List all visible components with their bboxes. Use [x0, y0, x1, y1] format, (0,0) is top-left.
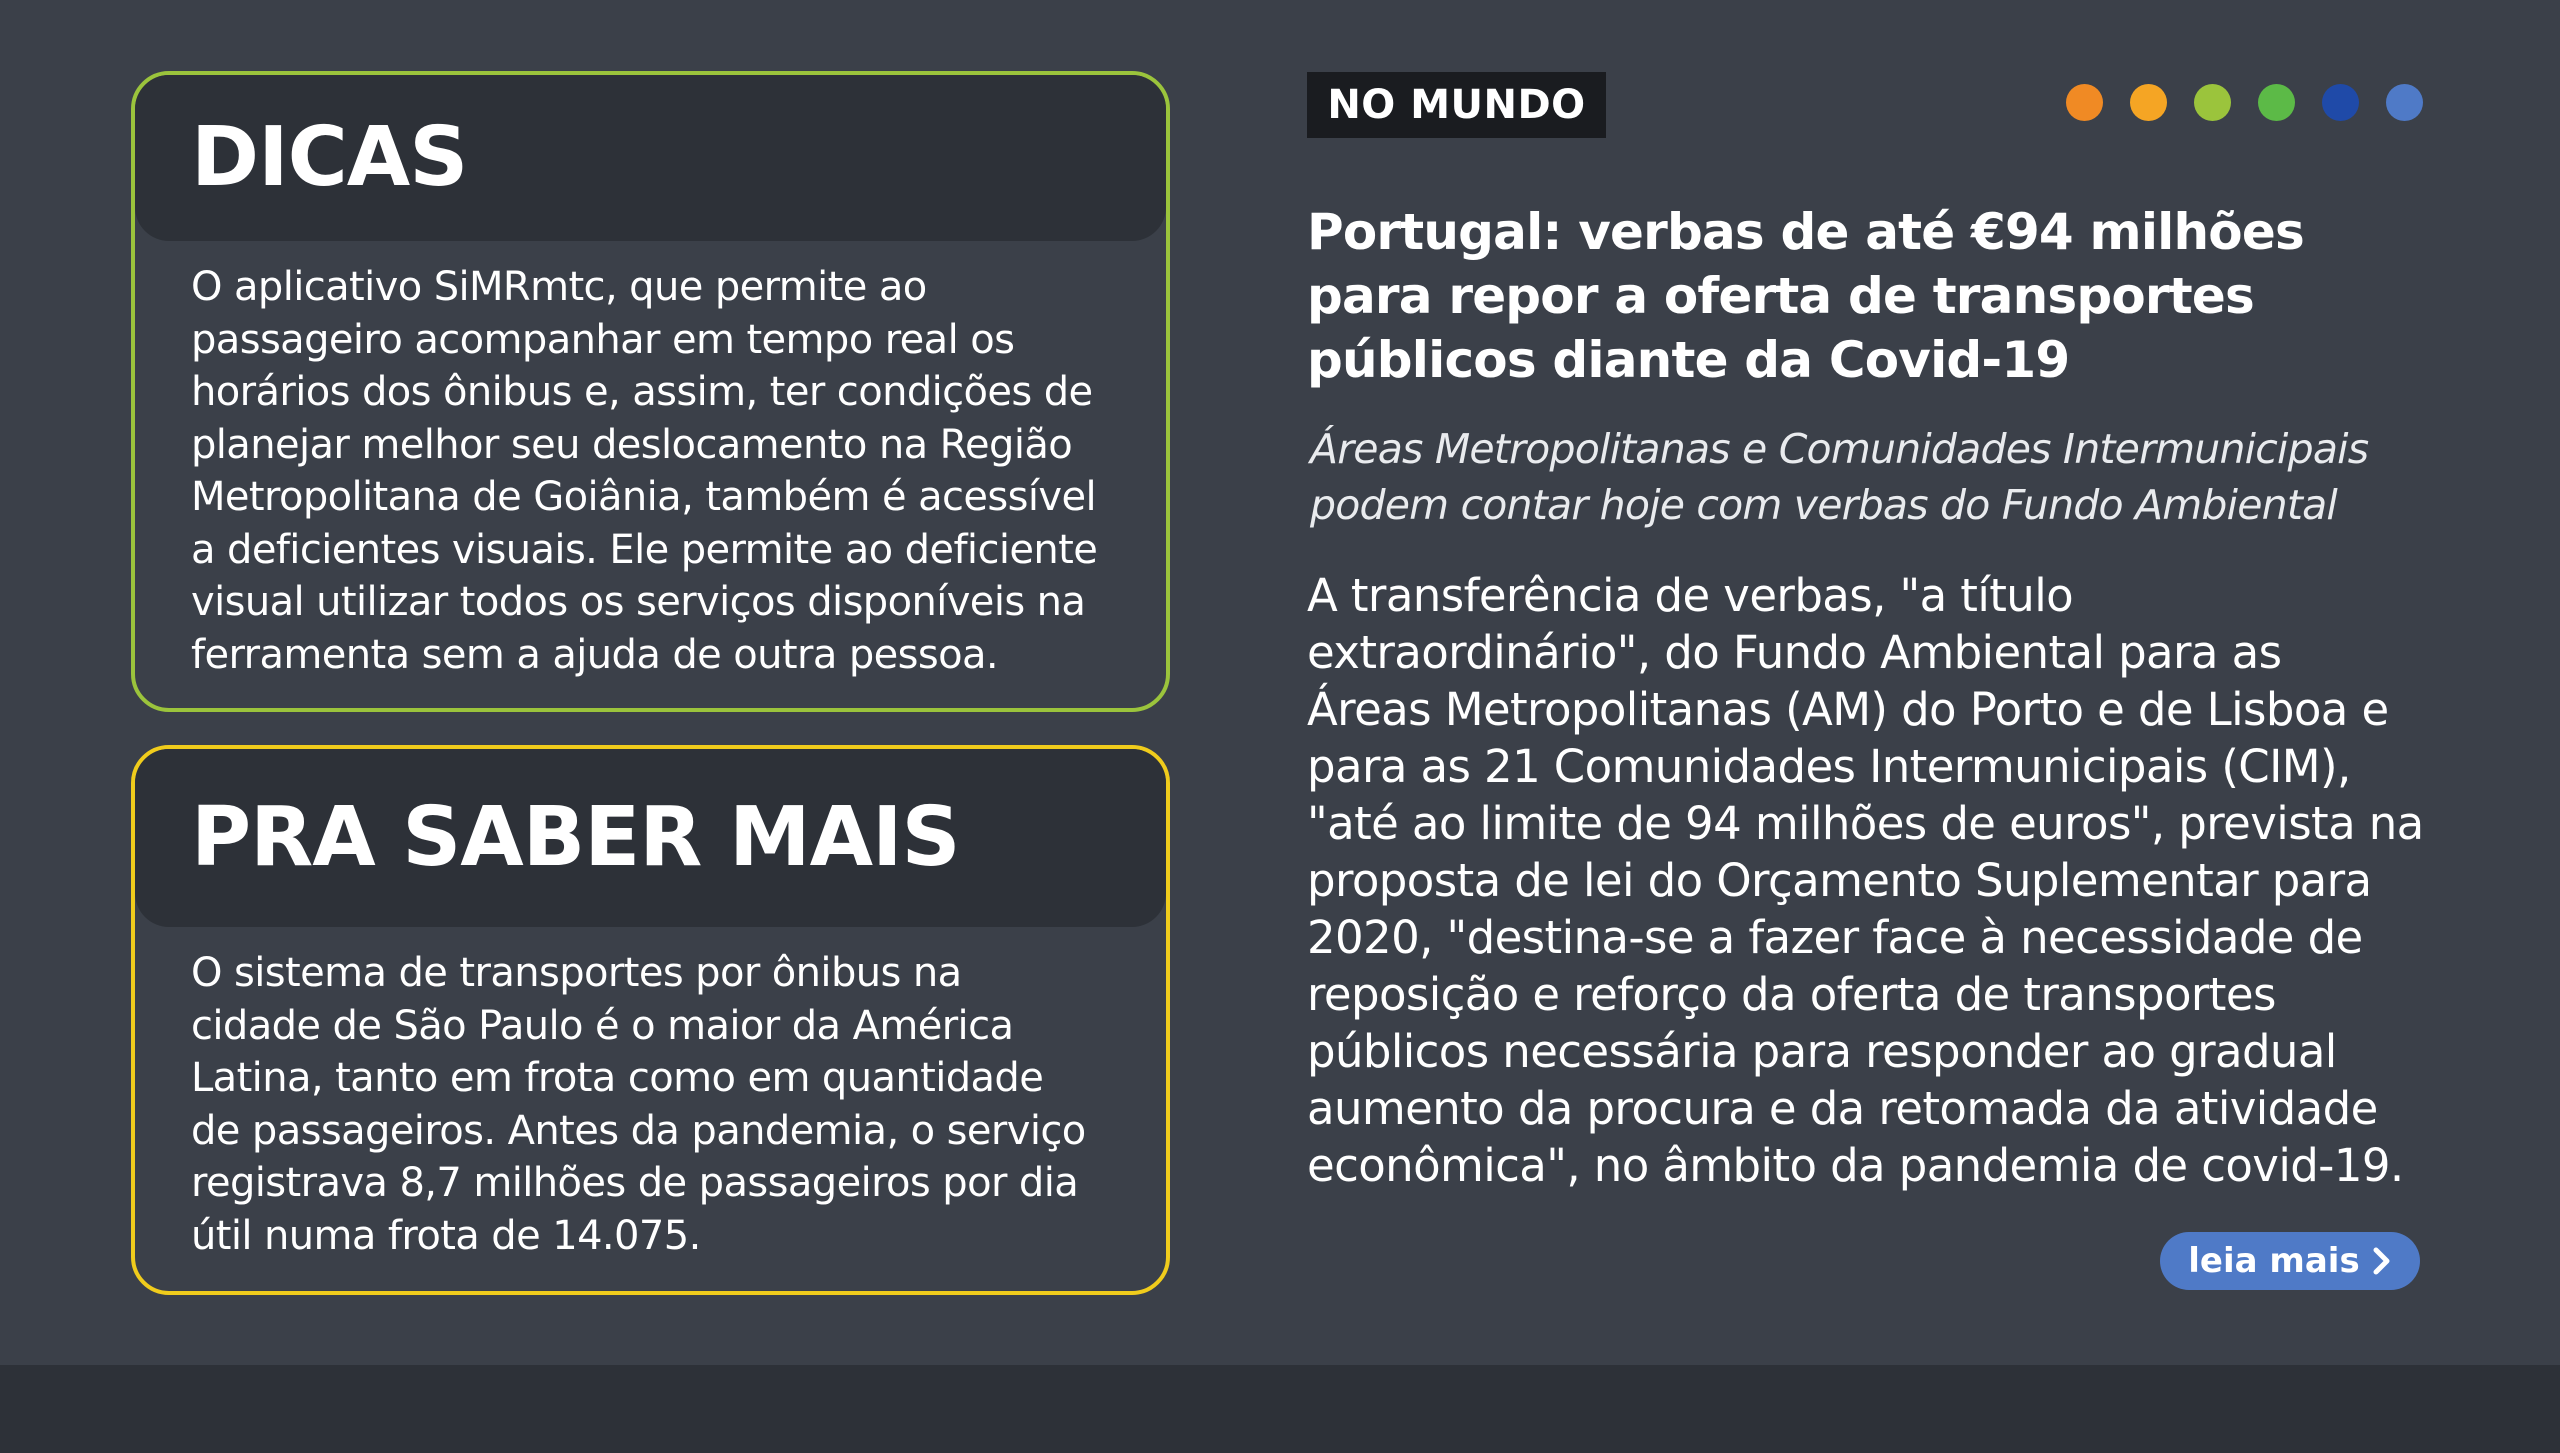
- section-tag: NO MUNDO: [1307, 72, 1606, 138]
- body-line: 2020, "destina-se a fazer face à necessidade de: [1307, 911, 2363, 964]
- headline-line: Portugal: verbas de até €94 milhões: [1307, 203, 2304, 261]
- subtitle-line: Áreas Metropolitanas e Comunidades Intermunicipais: [1310, 425, 2369, 473]
- tips-line: ferramenta sem a ajuda de outra pessoa.: [191, 631, 999, 678]
- dot-icon: [2194, 84, 2231, 121]
- learn-more-line: cidade de São Paulo é o maior da América: [191, 1002, 1014, 1049]
- body-line: reposição e reforço da oferta de transportes: [1307, 968, 2276, 1021]
- learn-more-line: Latina, tanto em frota como em quantidade: [191, 1055, 1044, 1101]
- dot-icon: [2258, 84, 2295, 121]
- news-headline: [1307, 200, 2457, 392]
- learn-more-line: útil numa frota de 14.075.: [191, 1212, 701, 1259]
- body-line: A transferência de verbas, "a título: [1307, 569, 2074, 622]
- dot-icon: [2066, 84, 2103, 121]
- learn-more-line: O sistema de transportes por ônibus na: [191, 950, 962, 996]
- learn-more-line: registrava 8,7 milhões de passageiros por dia: [191, 1160, 1079, 1206]
- tips-line: passageiro acompanhar em tempo real os: [191, 316, 1015, 363]
- tips-line: horários dos ônibus e, assim, ter condições de: [191, 369, 1093, 415]
- news-subtitle: [1310, 421, 2460, 533]
- headline-line: públicos diante da Covid-19: [1307, 331, 2070, 389]
- footer-band: [0, 1365, 2560, 1453]
- headline-line: para repor a oferta de transportes: [1307, 267, 2254, 325]
- tips-line: a deficientes visuais. Ele permite ao deficiente: [191, 526, 1098, 573]
- body-line: proposta de lei do Orçamento Suplementar para: [1307, 854, 2372, 907]
- chevron-right-icon: [2372, 1247, 2392, 1275]
- body-line: públicos necessária para responder ao gradual: [1307, 1025, 2337, 1078]
- read-more-button[interactable]: [2160, 1232, 2420, 1290]
- learn-more-card-header: [135, 749, 1166, 927]
- body-line: econômica", no âmbito da pandemia de covid-19.: [1307, 1139, 2404, 1192]
- learn-more-line: de passageiros. Antes da pandemia, o serviço: [191, 1107, 1086, 1154]
- tips-line: Metropolitana de Goiânia, também é acessível: [191, 474, 1096, 520]
- tips-line: O aplicativo SiMRmtc, que permite ao: [191, 264, 927, 310]
- tips-card: [131, 71, 1170, 712]
- tips-card-title: DICAS: [191, 110, 468, 205]
- learn-more-card: [131, 745, 1170, 1295]
- tips-card-header: [135, 75, 1166, 241]
- body-line: "até ao limite de 94 milhões de euros", prevista na: [1307, 797, 2424, 850]
- tips-line: planejar melhor seu deslocamento na Região: [191, 421, 1073, 468]
- learn-more-card-title: PRA SABER MAIS: [191, 790, 960, 885]
- tips-line: visual utilizar todos os serviços disponíveis na: [191, 579, 1086, 625]
- subtitle-line: podem contar hoje com verbas do Fundo Ambiental: [1310, 481, 2338, 529]
- learn-more-card-body: [135, 927, 1166, 1262]
- color-dots: [2066, 84, 2450, 121]
- body-line: Áreas Metropolitanas (AM) do Porto e de Lisboa e: [1307, 683, 2389, 736]
- dot-icon: [2386, 84, 2423, 121]
- body-line: para as 21 Comunidades Intermunicipais (CIM),: [1307, 740, 2351, 793]
- dot-icon: [2130, 84, 2167, 121]
- news-body: [1307, 567, 2457, 1194]
- read-more-label: leia mais: [2188, 1241, 2360, 1281]
- dot-icon: [2322, 84, 2359, 121]
- body-line: aumento da procura e da retomada da atividade: [1307, 1082, 2378, 1135]
- tips-card-body: [135, 241, 1166, 681]
- body-line: extraordinário", do Fundo Ambiental para as: [1307, 626, 2282, 679]
